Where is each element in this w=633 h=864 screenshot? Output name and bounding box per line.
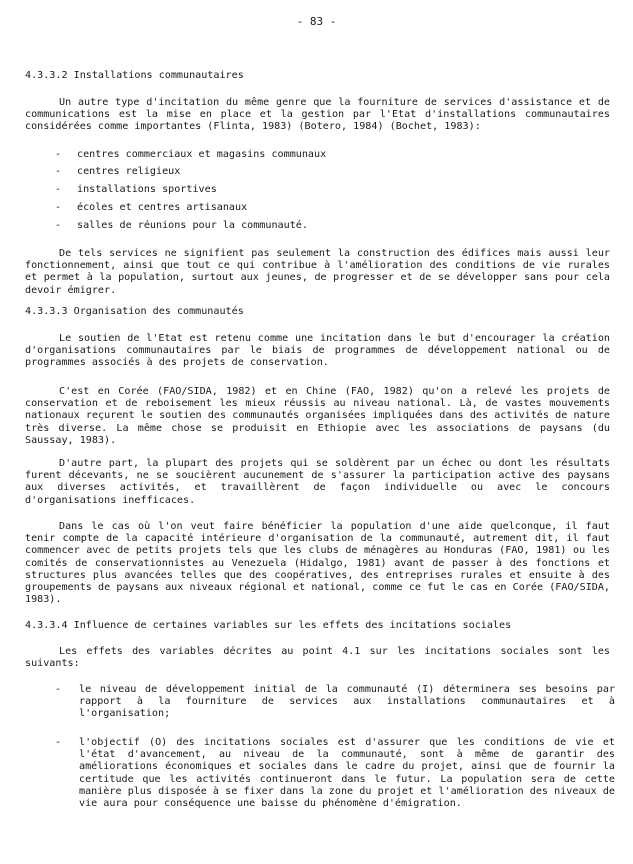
list-item <box>55 184 615 196</box>
list-item-text: le niveau de développement initial de la communauté (I) déterminera ses besoins par rapport à la fourniture de services aux installations communautaires et à l'organisation; <box>79 684 615 720</box>
paragraph-organisation-coree: C'est en Corée (FAO/SIDA, 1982) et en Chine (FAO, 1982) qu'on a relevé les projets de conservation et de reboisement les mieux réussis au niveau national. Là, de vastes mouvements nationaux reçurent le soutien des communautés organisées impliquées dans des activités de nature très diverse. La même chose se produisit en Ethiopie avec les associations de paysans (du Saussay, 1983). <box>25 386 610 446</box>
list-item-text: installations sportives <box>77 184 217 195</box>
list-item-text: centres commerciaux et magasins communaux <box>77 149 327 160</box>
paragraph-installations-intro: Un autre type d'incitation du même genre que la fourniture de services d'assistance et de communications est la mise en place et la gestion par l'Etat d'installations communautaires considérées comme importantes (Flinta, 1983) (Botero, 1984) (Bochet, 1983): <box>25 97 610 133</box>
list-dash: - <box>55 166 62 177</box>
section-heading-organisation: 4.3.3.3 Organisation des communautés <box>25 306 244 317</box>
list-item <box>55 684 615 721</box>
list-dash: - <box>55 184 62 195</box>
list-dash: - <box>55 202 62 213</box>
list-dash: - <box>55 737 62 748</box>
list-item-text: centres religieux <box>77 166 181 177</box>
list-item <box>55 737 615 810</box>
list-item-text: écoles et centres artisanaux <box>77 202 248 213</box>
list-item <box>55 202 615 214</box>
list-dash: - <box>55 684 62 695</box>
list-item-text: l'objectif (O) des incitations sociales est d'assurer que les conditions de vie et l'état d'avancement, au niveau de la communauté, sont à même de garantir des améliorations économiques et sociales dans le cadre du projet, ainsi que de fournir la certitude que les activités continueront dans le futur. La population sera de cette manière plus disposée à se fixer dans la zone du projet et l'amélioration des niveaux de vie aura pour conséquence une baisse du phénomène d'émigration. <box>79 737 615 810</box>
section-heading-influence: 4.3.3.4 Influence de certaines variables sur les effets des incitations sociales <box>25 620 512 631</box>
list-item <box>55 220 615 232</box>
paragraph-organisation-echecs: D'autre part, la plupart des projets qui se soldèrent par un échec ou dont les résultats furent décevants, ne se soucièrent aucunement de s'assurer la participation active des paysans aux diverses activités, et travaillèrent de façon individuelle ou avec le concours d'organisations inefficaces. <box>25 458 610 506</box>
list-dash: - <box>55 149 62 160</box>
list-item <box>55 149 615 161</box>
list-item-text: salles de réunions pour la communauté. <box>77 220 308 231</box>
list-dash: - <box>55 220 62 231</box>
section-heading-installations: 4.3.3.2 Installations communautaires <box>25 70 244 81</box>
page-number: - 83 - <box>296 15 337 28</box>
paragraph-influence-intro: Les effets des variables décrites au point 4.1 sur les incitations sociales sont les suivants: <box>25 646 610 670</box>
paragraph-installations-services: De tels services ne signifient pas seulement la construction des édifices mais aussi leur fonctionnement, ainsi que tout ce qui contribue à l'amélioration des conditions de vie rurales et permet à la population, surtout aux jeunes, de progresser et de se développer sans pour cela devoir émigrer. <box>25 248 610 296</box>
paragraph-organisation-soutien: Le soutien de l'Etat est retenu comme une incitation dans le but d'encourager la création d'organisations communautaires par le biais de programmes de développement national ou de programmes associés à des projets de conservation. <box>25 333 610 369</box>
paragraph-organisation-aide: Dans le cas où l'on veut faire bénéficier la population d'une aide quelconque, il faut tenir compte de la capacité intérieure d'organisation de la communauté, autrement dit, il faut commencer avec de petits projets tels que les clubs de ménagères au Honduras (FAO, 1981) ou les comités de conservationnistes au Venezuela (Hidalgo, 1981) avant de passer à des fonctions et structures plus avancées telles que des coopératives, des entreprises rurales et ensuite à des groupements de paysans aux niveaux régional et national, comme ce fut le cas en Corée (FAO/SIDA, 1983). <box>25 521 610 606</box>
list-item <box>55 166 615 178</box>
